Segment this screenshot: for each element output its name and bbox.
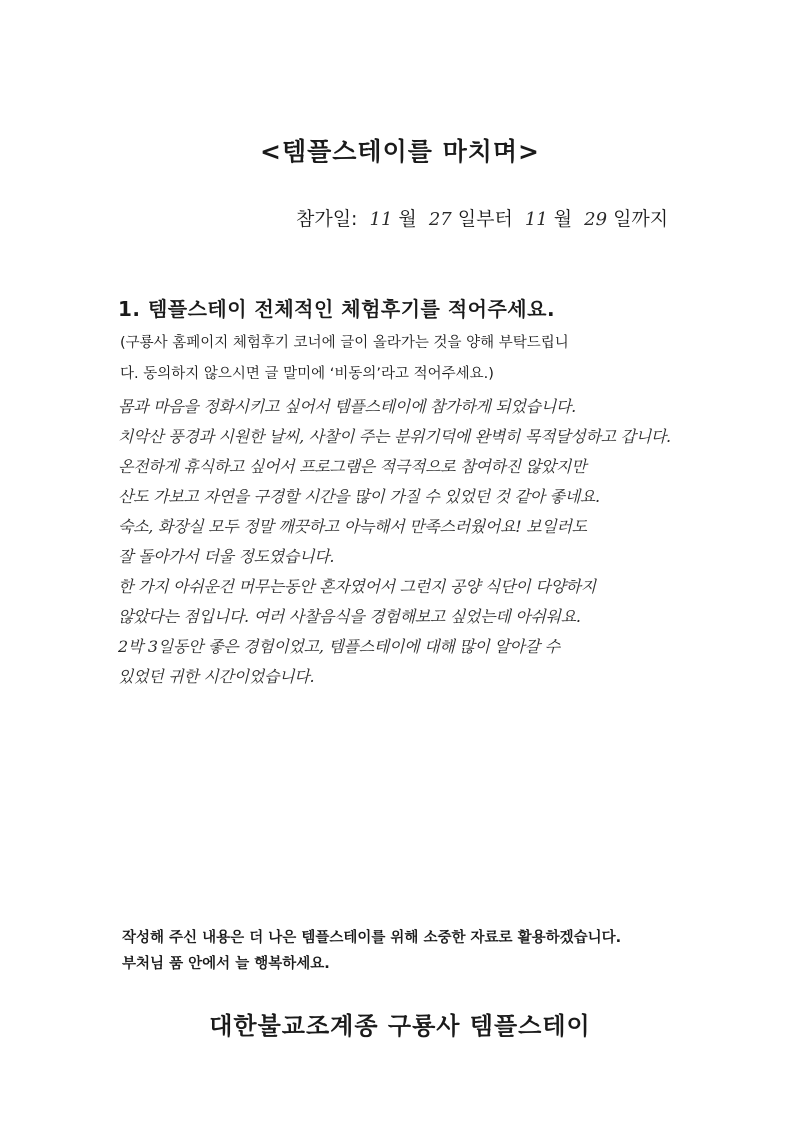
until-unit: 일까지: [613, 208, 669, 230]
start-day-value: 27: [428, 209, 452, 230]
answer-line: 몸과 마음을 정화시키고 싶어서 템플스테이에 참가하게 되었습니다.: [118, 397, 576, 416]
end-month-value: 11: [524, 209, 548, 230]
footer-blessing: 부처님 품 안에서 늘 행복하세요.: [122, 956, 330, 972]
answer-line: 숙소, 화장실 모두 정말 깨끗하고 아늑해서 만족스러웠어요! 보일러도: [118, 517, 587, 536]
footer-thanks: 작성해 주신 내용은 더 나은 템플스테이를 위해 소중한 자료로 활용하겠습니다.: [122, 930, 622, 946]
consent-note-line-1: (구룡사 홈페이지 체험후기 코너에 글이 올라가는 것을 양해 부탁드립니: [120, 335, 569, 351]
month-unit-end: 월: [553, 208, 573, 230]
question-heading: 1. 템플스테이 전체적인 체험후기를 적어주세요.: [118, 297, 556, 321]
temple-name: 대한불교조계종 구룡사 템플스테이: [209, 1012, 591, 1040]
answer-line: 있었던 귀한 시간이었습니다.: [118, 667, 315, 686]
participation-dates: [296, 204, 668, 231]
consent-note-line-2: 다. 동의하지 않으시면 글 말미에 ‘비동의’라고 적어주세요.): [120, 366, 494, 382]
answer-line: 온전하게 휴식하고 싶어서 프로그램은 적극적으로 참여하진 않았지만: [118, 457, 587, 476]
end-day-value: 29: [584, 209, 608, 230]
start-month-value: 11: [369, 209, 393, 230]
answer-line: 한 가지 아쉬운건 머무는동안 혼자였어서 그런지 공양 식단이 다양하지: [118, 577, 596, 596]
from-unit: 일부터: [457, 208, 513, 230]
handwritten-answer: [118, 392, 778, 692]
month-unit-start: 월: [398, 208, 417, 230]
answer-line: 잘 돌아가서 더울 정도였습니다.: [118, 547, 335, 566]
participation-label: 참가일:: [296, 208, 358, 230]
answer-line: 2박 3일동안 좋은 경험이었고, 템플스테이에 대해 많이 알아갈 수: [118, 637, 560, 656]
answer-line: 않았다는 점입니다. 여러 사찰음식을 경험해보고 싶었는데 아쉬워요.: [118, 607, 581, 626]
answer-line: 산도 가보고 자연을 구경할 시간을 많이 가질 수 있었던 것 같아 좋네요.: [118, 487, 600, 506]
answer-line: 치악산 풍경과 시원한 날씨, 사찰이 주는 분위기덕에 완벽히 목적달성하고 갑니다.: [118, 427, 671, 446]
page-title: <템플스테이를 마치며>: [260, 137, 540, 166]
